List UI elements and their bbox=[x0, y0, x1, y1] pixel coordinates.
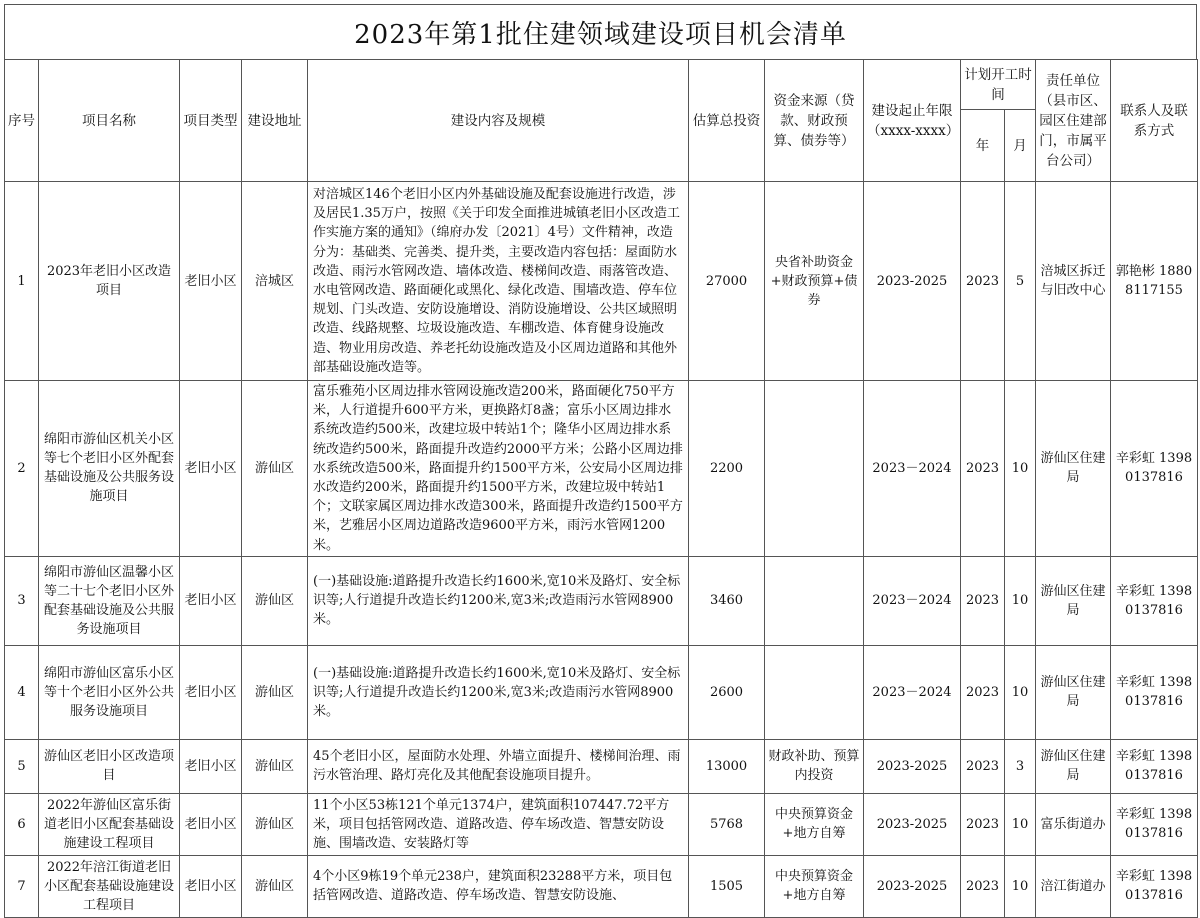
cell-type: 老旧小区 bbox=[180, 739, 242, 793]
cell-month: 10 bbox=[1005, 381, 1036, 557]
header-month: 月 bbox=[1005, 110, 1036, 182]
cell-seq: 6 bbox=[5, 793, 39, 855]
cell-content: 11个小区53栋121个单元1374户，建筑面积107447.72平方米，项目包括管网改造、道路改造、停车场改造、智慧安防设施、围墙改造、安装路灯等 bbox=[308, 793, 689, 855]
cell-name: 游仙区老旧小区改造项目 bbox=[39, 739, 180, 793]
table-row bbox=[5, 556, 1198, 645]
cell-funding: 央省补助资金+财政预算+债券 bbox=[765, 182, 864, 381]
cell-year: 2023 bbox=[961, 556, 1005, 645]
table-row bbox=[5, 855, 1198, 917]
cell-month: 10 bbox=[1005, 855, 1036, 917]
cell-contact: 郭艳彬 18808117155 bbox=[1111, 182, 1198, 381]
header-investment: 估算总投资 bbox=[689, 60, 765, 182]
header-funding: 资金来源（贷款、财政预算、债券等） bbox=[765, 60, 864, 182]
cell-location: 游仙区 bbox=[242, 556, 308, 645]
cell-unit: 涪江街道办 bbox=[1036, 855, 1111, 917]
cell-location: 涪城区 bbox=[242, 182, 308, 381]
cell-month: 10 bbox=[1005, 645, 1036, 739]
cell-unit: 富乐街道办 bbox=[1036, 793, 1111, 855]
header-content: 建设内容及规模 bbox=[308, 60, 689, 182]
cell-content: 4个小区9栋19个单元238户，建筑面积23288平方米，项目包括管网改造、道路改造、停车场改造、智慧安防设施、 bbox=[308, 855, 689, 917]
table-row bbox=[5, 739, 1198, 793]
cell-seq: 4 bbox=[5, 645, 39, 739]
cell-unit: 游仙区住建局 bbox=[1036, 381, 1111, 557]
cell-month: 3 bbox=[1005, 739, 1036, 793]
cell-seq: 2 bbox=[5, 381, 39, 557]
cell-location: 游仙区 bbox=[242, 855, 308, 917]
header-plan: 计划开工时间 bbox=[961, 60, 1036, 110]
cell-contact: 辛彩虹 13980137816 bbox=[1111, 645, 1198, 739]
cell-name: 绵阳市游仙区富乐小区等十个老旧小区外公共服务设施项目 bbox=[39, 645, 180, 739]
cell-month: 5 bbox=[1005, 182, 1036, 381]
cell-unit: 游仙区住建局 bbox=[1036, 739, 1111, 793]
cell-content: 富乐雅苑小区周边排水管网设施改造200米，路面硬化750平方米，人行道提升600平方米，更换路灯8盏；富乐小区周边排水系统改造约500米，改建垃圾中转站1个；隆华小区周边排水系统改造约500米，路面提升改造约2000平方米；公路小区周边排水系统改造500米，路面提升约1500平方米，公安局小区周边排水改造约200米，路面提升约1500平方米，改建垃圾中转站1个；文联家属区周边排水改造300米，路面提升改造约1500平方米，艺雅居小区周边道路改造9600平方米，雨污水管网1200米。 bbox=[308, 381, 689, 557]
cell-location: 游仙区 bbox=[242, 739, 308, 793]
header-location: 建设地址 bbox=[242, 60, 308, 182]
cell-investment: 1505 bbox=[689, 855, 765, 917]
cell-investment: 13000 bbox=[689, 739, 765, 793]
cell-type: 老旧小区 bbox=[180, 556, 242, 645]
cell-month: 10 bbox=[1005, 556, 1036, 645]
cell-year: 2023 bbox=[961, 793, 1005, 855]
header-year: 年 bbox=[961, 110, 1005, 182]
cell-period: 2023-2025 bbox=[864, 855, 961, 917]
header-unit: 责任单位（县市区、园区住建部门，市属平台公司） bbox=[1036, 60, 1111, 182]
cell-name: 2023年老旧小区改造项目 bbox=[39, 182, 180, 381]
cell-unit: 游仙区住建局 bbox=[1036, 556, 1111, 645]
cell-year: 2023 bbox=[961, 739, 1005, 793]
cell-type: 老旧小区 bbox=[180, 381, 242, 557]
table-row bbox=[5, 182, 1198, 381]
header-period: 建设起止年限（xxxx-xxxx） bbox=[864, 60, 961, 182]
cell-contact: 辛彩虹 13980137816 bbox=[1111, 381, 1198, 557]
cell-seq: 5 bbox=[5, 739, 39, 793]
cell-funding: 中央预算资金+地方自筹 bbox=[765, 793, 864, 855]
cell-investment: 27000 bbox=[689, 182, 765, 381]
cell-seq: 7 bbox=[5, 855, 39, 917]
cell-seq: 3 bbox=[5, 556, 39, 645]
cell-type: 老旧小区 bbox=[180, 855, 242, 917]
cell-funding bbox=[765, 381, 864, 557]
cell-investment: 5768 bbox=[689, 793, 765, 855]
cell-period: 2023－2024 bbox=[864, 645, 961, 739]
header-contact: 联系人及联系方式 bbox=[1111, 60, 1198, 182]
cell-unit: 涪城区拆迁与旧改中心 bbox=[1036, 182, 1111, 381]
cell-seq: 1 bbox=[5, 182, 39, 381]
cell-unit: 游仙区住建局 bbox=[1036, 645, 1111, 739]
cell-type: 老旧小区 bbox=[180, 793, 242, 855]
table-row bbox=[5, 645, 1198, 739]
cell-content: 对涪城区146个老旧小区内外基础设施及配套设施进行改造，涉及居民1.35万户，按照《关于印发全面推进城镇老旧小区改造工作实施方案的通知》（绵府办发〔2021〕4号）文件精神，改造分为：基础类、完善类、提升类，主要改造内容包括：屋面防水改造、雨污水管网改造、墙体改造、楼梯间改造、雨落管改造、水电管网改造、路面硬化或黑化、绿化改造、围墙改造、停车位规划、门头改造、安防设施增设、消防设施增设、公共区域照明改造、线路规整、垃圾设施改造、车棚改造、体育健身设施改造、物业用房改造、养老托幼设施改造及小区周边道路和其他外部基础设施改造等。 bbox=[308, 182, 689, 381]
cell-name: 2022年涪江街道老旧小区配套基础设施建设工程项目 bbox=[39, 855, 180, 917]
table-row bbox=[5, 381, 1198, 557]
cell-content: (一)基础设施:道路提升改造长约1600米,宽10米及路灯、安全标识等;人行道提升改造长约1200米,宽3米;改造雨污水管网8900米。 bbox=[308, 556, 689, 645]
cell-investment: 2600 bbox=[689, 645, 765, 739]
cell-period: 2023-2025 bbox=[864, 739, 961, 793]
table-row bbox=[5, 793, 1198, 855]
cell-year: 2023 bbox=[961, 855, 1005, 917]
cell-period: 2023－2024 bbox=[864, 556, 961, 645]
cell-period: 2023－2024 bbox=[864, 381, 961, 557]
cell-location: 游仙区 bbox=[242, 793, 308, 855]
cell-funding: 中央预算资金+地方自筹 bbox=[765, 855, 864, 917]
cell-period: 2023-2025 bbox=[864, 182, 961, 381]
header-name: 项目名称 bbox=[39, 60, 180, 182]
cell-funding: 财政补助、预算内投资 bbox=[765, 739, 864, 793]
project-table bbox=[4, 59, 1198, 918]
cell-period: 2023-2025 bbox=[864, 793, 961, 855]
cell-funding bbox=[765, 645, 864, 739]
cell-type: 老旧小区 bbox=[180, 645, 242, 739]
cell-investment: 3460 bbox=[689, 556, 765, 645]
cell-name: 2022年游仙区富乐街道老旧小区配套基础设施建设工程项目 bbox=[39, 793, 180, 855]
cell-year: 2023 bbox=[961, 645, 1005, 739]
cell-content: (一)基础设施:道路提升改造长约1600米,宽10米及路灯、安全标识等;人行道提升改造长约1200米,宽3米;改造雨污水管网8900米。 bbox=[308, 645, 689, 739]
cell-contact: 辛彩虹 13980137816 bbox=[1111, 855, 1198, 917]
cell-type: 老旧小区 bbox=[180, 182, 242, 381]
cell-month: 10 bbox=[1005, 793, 1036, 855]
cell-name: 绵阳市游仙区温馨小区等二十七个老旧小区外配套基础设施及公共服务设施项目 bbox=[39, 556, 180, 645]
cell-contact: 辛彩虹 13980137816 bbox=[1111, 556, 1198, 645]
cell-investment: 2200 bbox=[689, 381, 765, 557]
cell-contact: 辛彩虹 13980137816 bbox=[1111, 793, 1198, 855]
header-seq: 序号 bbox=[5, 60, 39, 182]
cell-location: 游仙区 bbox=[242, 381, 308, 557]
cell-funding bbox=[765, 556, 864, 645]
header-type: 项目类型 bbox=[180, 60, 242, 182]
cell-location: 游仙区 bbox=[242, 645, 308, 739]
cell-content: 45个老旧小区，屋面防水处理、外墙立面提升、楼梯间治理、雨污水管治理、路灯亮化及其他配套设施项目提升。 bbox=[308, 739, 689, 793]
cell-name: 绵阳市游仙区机关小区等七个老旧小区外配套基础设施及公共服务设施项目 bbox=[39, 381, 180, 557]
cell-contact: 辛彩虹 13980137816 bbox=[1111, 739, 1198, 793]
page-title: 2023年第1批住建领域建设项目机会清单 bbox=[4, 4, 1197, 59]
cell-year: 2023 bbox=[961, 381, 1005, 557]
cell-year: 2023 bbox=[961, 182, 1005, 381]
